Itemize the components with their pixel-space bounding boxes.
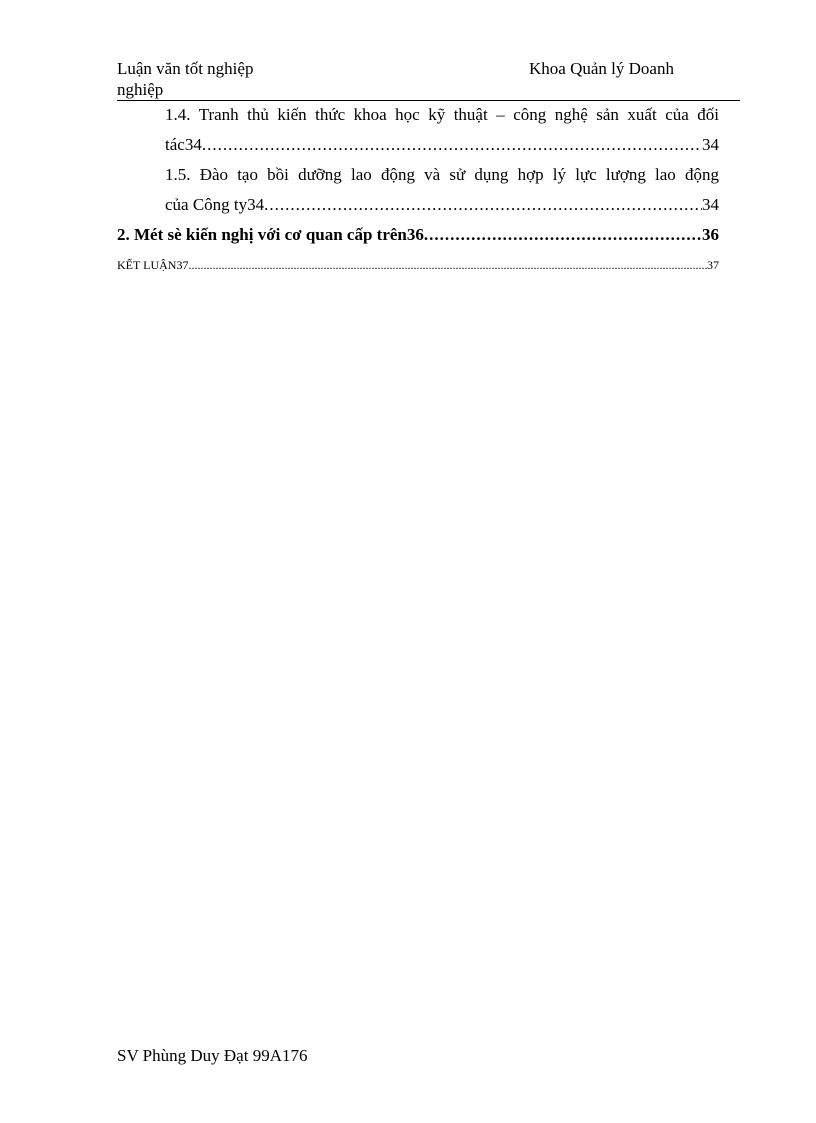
toc-entry-2-leader-line	[117, 220, 719, 250]
toc-leader-dots	[188, 250, 707, 280]
page-header	[117, 58, 740, 101]
toc-entry-1-5-title: 1.5. Đào tạo bồi dưỡng lao động và sử dụng hợp lý lực lượng lao động	[165, 165, 719, 184]
toc-entry-1-5-leader-line	[165, 190, 719, 220]
toc-entry-1-4-page: 34	[702, 135, 719, 154]
toc-entry-2-title: 2. Mét sè kiến nghị với cơ quan cấp trên36	[117, 225, 424, 244]
header-faculty: Khoa Quản lý Doanh	[529, 59, 674, 78]
table-of-contents	[117, 100, 719, 280]
toc-leader-dots	[202, 130, 702, 160]
toc-entry-1-5[interactable]	[117, 160, 719, 220]
header-thesis-title: Luận văn tốt nghiệp	[117, 59, 254, 78]
toc-entry-2[interactable]	[117, 220, 719, 250]
toc-leader-dots	[264, 190, 702, 220]
toc-entry-1-4-leader-line	[165, 130, 719, 160]
toc-entry-conclusion-title: KẾT LUẬN37	[117, 258, 189, 272]
toc-entry-1-5-title-cont: của Công ty34	[165, 195, 265, 214]
toc-entry-conclusion-leader-line	[117, 250, 719, 280]
toc-entry-1-5-page: 34	[702, 195, 719, 214]
toc-entry-1-4-title-cont: tác34	[165, 135, 202, 154]
toc-leader-dots	[424, 220, 702, 250]
toc-entry-2-page: 36	[702, 225, 719, 244]
header-faculty-wrap: nghiệp	[117, 80, 164, 99]
toc-entry-1-4-title: 1.4. Tranh thủ kiến thức khoa học kỹ thuật – công nghệ sản xuất của đối	[165, 105, 719, 124]
toc-entry-conclusion[interactable]	[117, 250, 719, 280]
page-footer: SV Phùng Duy Đạt 99A176	[117, 1046, 308, 1065]
toc-entry-1-4[interactable]	[117, 100, 719, 160]
toc-entry-conclusion-page: 37	[707, 258, 719, 272]
